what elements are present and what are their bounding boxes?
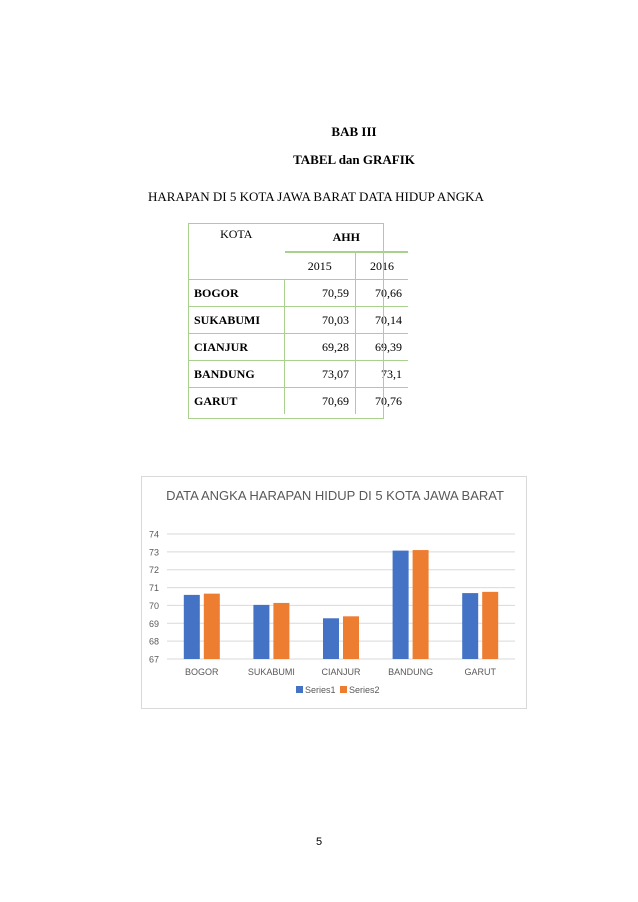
y-tick-label: 71	[148, 583, 159, 594]
y-tick-label: 73	[148, 547, 159, 558]
row-value-2015: 70,03	[285, 307, 356, 334]
y-tick-label: 70	[148, 600, 159, 611]
bar-series2-sukabumi	[273, 603, 289, 659]
legend-label: Series2	[349, 685, 380, 695]
row-kota: BOGOR	[188, 280, 285, 307]
y-tick-label: 74	[148, 529, 159, 540]
header-ahh: AHH	[285, 223, 409, 252]
bar-series1-bandung	[393, 551, 409, 659]
row-value-2016: 70,14	[356, 307, 409, 334]
bar-series2-garut	[482, 592, 498, 659]
row-value-2015: 70,69	[285, 388, 356, 415]
table-caption: HARAPAN DI 5 KOTA JAWA BARAT DATA HIDUP ANGKA	[148, 189, 484, 204]
page-number: 5	[315, 836, 323, 848]
row-value-2015: 69,28	[285, 334, 356, 361]
row-value-2016: 70,66	[356, 280, 409, 307]
x-tick-label: BOGOR	[185, 667, 219, 677]
row-value-2015: 70,59	[285, 280, 356, 307]
row-kota: GARUT	[188, 388, 285, 415]
row-value-2016: 69,39	[356, 334, 409, 361]
x-tick-label: GARUT	[464, 667, 496, 677]
bar-series1-garut	[462, 593, 478, 659]
section-subtitle: TABEL dan GRAFIK	[293, 152, 415, 167]
header-kota: KOTA	[188, 223, 285, 280]
y-tick-label: 68	[148, 636, 159, 647]
row-value-2015: 73,07	[285, 361, 356, 388]
y-tick-label: 69	[148, 618, 159, 629]
row-value-2016: 70,76	[375, 393, 402, 408]
y-tick-label: 67	[148, 654, 159, 665]
legend-label: Series1	[305, 685, 336, 695]
legend-swatch	[340, 686, 347, 693]
row-kota: BANDUNG	[188, 361, 285, 388]
y-tick-label: 72	[148, 565, 159, 576]
bar-series1-cianjur	[323, 618, 339, 659]
x-tick-label: CIANJUR	[321, 667, 361, 677]
bar-series1-sukabumi	[253, 605, 269, 659]
row-kota: SUKABUMI	[188, 307, 285, 334]
row-kota: CIANJUR	[188, 334, 285, 361]
legend-swatch	[296, 686, 303, 693]
header-year-2016: 2016	[356, 252, 409, 280]
chart-title: DATA ANGKA HARAPAN HIDUP DI 5 KOTA JAWA BARAT	[166, 488, 504, 503]
chapter-heading: BAB III	[331, 124, 377, 139]
x-tick-label: BANDUNG	[388, 667, 434, 677]
bar-series2-bandung	[413, 550, 429, 659]
bar-series1-bogor	[184, 595, 200, 659]
bar-series2-bogor	[204, 594, 220, 659]
row-value-2016: 73,1	[356, 361, 409, 388]
x-tick-label: SUKABUMI	[247, 667, 295, 677]
header-year-2015: 2015	[285, 252, 356, 280]
bar-series2-cianjur	[343, 616, 359, 659]
